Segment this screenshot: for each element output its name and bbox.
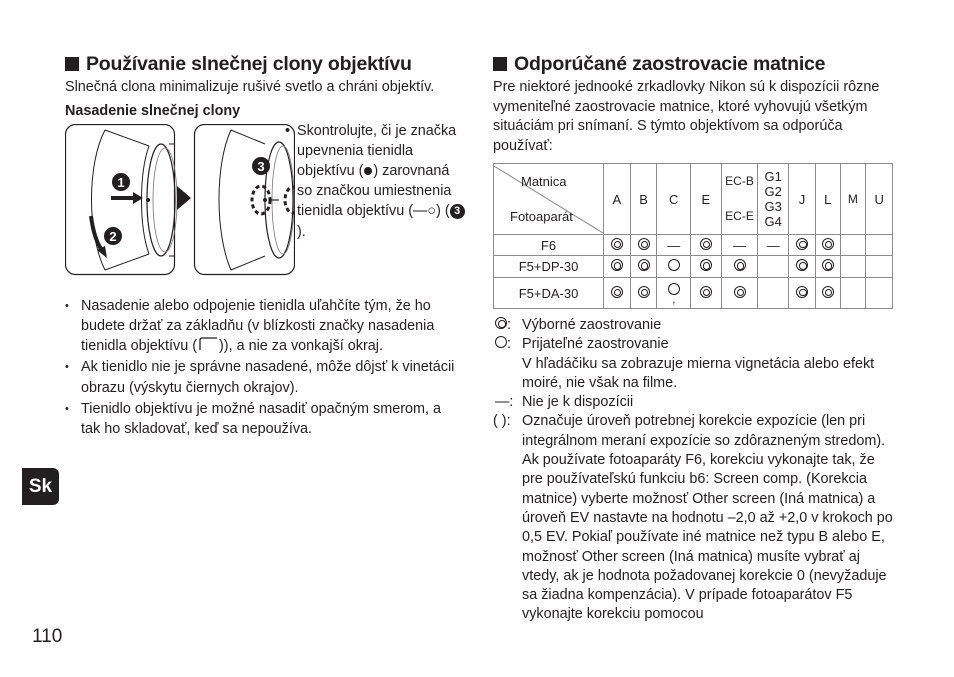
row-label: F5+DA-30 bbox=[494, 278, 604, 309]
attach-hood-subheading: Nasadenie slnečnej clony bbox=[65, 102, 241, 119]
excellent-icon bbox=[796, 259, 808, 271]
col-header: J bbox=[789, 164, 816, 235]
legend-item-excellent: : Výborné zaostrovanie bbox=[493, 316, 893, 335]
left-column bbox=[65, 52, 460, 440]
excellent-icon bbox=[611, 238, 623, 250]
excellent-icon bbox=[734, 259, 746, 271]
excellent-icon bbox=[611, 259, 623, 271]
right-column bbox=[493, 52, 893, 625]
table-row bbox=[494, 235, 893, 256]
acceptable-icon bbox=[668, 283, 680, 295]
table-row bbox=[494, 256, 893, 278]
correction-mark: , bbox=[672, 293, 676, 306]
acceptable-icon bbox=[668, 259, 680, 271]
excellent-icon bbox=[638, 286, 650, 298]
focusing-screen-table bbox=[493, 163, 893, 309]
lens-hood-heading: Používanie slnečnej clony objektívu bbox=[65, 52, 460, 76]
excellent-icon bbox=[638, 259, 650, 271]
lens-hood-intro: Slnečná clona minimalizuje rušivé svetlo a chráni objektív. bbox=[65, 79, 435, 95]
screen-header: Matnica bbox=[521, 173, 567, 189]
excellent-icon bbox=[611, 286, 623, 298]
row-label: F5+DP-30 bbox=[494, 256, 604, 278]
focusing-screens-intro: Pre niektoré jednooké zrkadlovky Nikon sú k dispozícii rôzne vymeniteľné zaostrovacie matnice, ktoré vyhovujú všetkým situáciám pri snímaní. S týmto objektívom sa odporúča používať: bbox=[493, 79, 880, 154]
col-header-ec: EC-B EC-E bbox=[721, 164, 758, 235]
acceptable-icon bbox=[495, 336, 507, 348]
col-header: A bbox=[604, 164, 631, 235]
col-header: L bbox=[815, 164, 840, 235]
step-2-number: 2 bbox=[109, 228, 117, 244]
legend-item-correction: ( ): Označuje úroveň potrebnej korekcie expozície (len pri integrálnom meraní expozície so zdôrazneným stredom). Ak používate fotoaparáty F6, korekciu vykonajte tak, že pre používateľskú funkciu b6: Screen comp. (Korekcia matnice) vyberte možnosť Other screen (Iná matnica) a úroveň EV nastavte na hodnotu –2,0 až +2,0 v krokoch po 0,5 EV. Pokiaľ používate iné matnice než typu B alebo E, možnosť Other screen (Iná matnica) musíte vybrať aj vtedy, ak je hodnota požadovanej korekcie 0 (nevyžaduje sa žiadna kompenzácia). V prípade fotoaparátov F5 vykonajte korekciu pomocou bbox=[493, 413, 893, 623]
excellent-icon bbox=[638, 238, 650, 250]
excellent-icon bbox=[700, 259, 712, 271]
dash-cell: — bbox=[657, 235, 691, 256]
excellent-icon bbox=[700, 238, 712, 250]
excellent-icon bbox=[734, 286, 746, 298]
col-header-g: G1 G2 G3 G4 bbox=[758, 164, 789, 235]
dash-cell: — bbox=[758, 235, 789, 256]
list-item: • Ak tienidlo nie je správne nasadené, môže dôjsť k vinetácii obrazu (výskytu čiernych okrajov). bbox=[65, 357, 460, 398]
hood-attach-illustration bbox=[65, 124, 295, 276]
table-corner-cell bbox=[494, 164, 604, 235]
list-item: • Nasadenie alebo odpojenie tienidla uľahčíte tým, že ho budete držať za základňu (v blízkosti značky nasadenia tienidla objektívu ( )), a nie za vonkajší okraj. bbox=[65, 296, 460, 357]
excellent-icon bbox=[822, 259, 834, 271]
language-tab: Sk bbox=[22, 468, 59, 505]
hood-mark-symbol: —○ bbox=[413, 203, 437, 220]
excellent-icon bbox=[495, 317, 507, 329]
col-header: U bbox=[866, 164, 893, 235]
legend-item-acceptable: : Prijateľné zaostrovanie V hľadáčiku sa zobrazuje mierna vignetácia alebo efekt moiré, nie však na filme. bbox=[493, 335, 893, 393]
excellent-icon bbox=[796, 238, 808, 250]
alignment-note: • Skontrolujte, či je značka upevnenia tienidla objektívu ( ) zarovnaná so značkou umiestnenia tienidla objektívu (—○) ( 3). bbox=[297, 121, 465, 242]
hood-mount-mark-icon bbox=[197, 337, 219, 351]
table-header-row bbox=[494, 164, 893, 235]
col-header: C bbox=[657, 164, 691, 235]
step-1-number: 1 bbox=[117, 174, 125, 190]
step-3-ref: 3 bbox=[450, 204, 465, 219]
table-row bbox=[494, 278, 893, 309]
mount-dot-icon bbox=[364, 167, 372, 175]
hood-tips-list bbox=[65, 296, 460, 440]
excellent-icon bbox=[700, 286, 712, 298]
excellent-icon bbox=[796, 286, 808, 298]
table-legend bbox=[493, 316, 893, 625]
col-header: E bbox=[691, 164, 722, 235]
hood-attach-figure bbox=[65, 124, 460, 284]
col-header: M bbox=[840, 164, 866, 235]
excellent-icon bbox=[822, 286, 834, 298]
step-3-number: 3 bbox=[257, 158, 265, 174]
camera-header: Fotoaparát bbox=[510, 208, 573, 224]
dash-cell: — bbox=[721, 235, 758, 256]
legend-item-unavailable: —: Nie je k dispozícii bbox=[495, 394, 634, 411]
row-label: F6 bbox=[494, 235, 604, 256]
heading-square-icon bbox=[65, 57, 79, 71]
col-header: B bbox=[630, 164, 657, 235]
list-item: • Tienidlo objektívu je možné nasadiť opačným smerom, a tak ho skladovať, keď sa nepoužíva. bbox=[65, 399, 460, 440]
page-number: 110 bbox=[32, 626, 63, 647]
excellent-icon bbox=[822, 238, 834, 250]
focusing-screens-heading: Odporúčané zaostrovacie matnice bbox=[493, 52, 893, 76]
heading-square-icon bbox=[493, 57, 507, 71]
